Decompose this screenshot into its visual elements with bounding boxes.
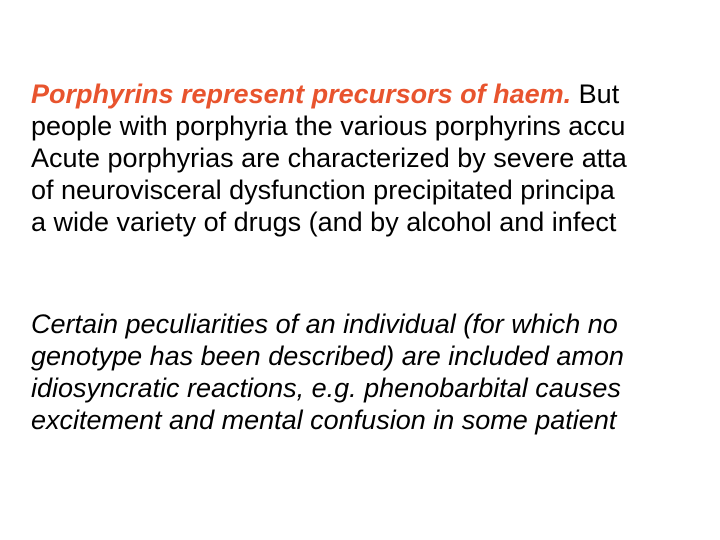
text-fragment: But	[571, 79, 620, 109]
text-line: Acute porphyrias are characterized by severe atta	[31, 143, 627, 173]
text-line: of neurovisceral dysfunction precipitated principa	[31, 175, 615, 205]
porphyria-paragraph	[31, 78, 627, 238]
text-line: Certain peculiarities of an individual (for which no	[31, 309, 618, 339]
text-line: people with porphyria the various porphyrins accu	[31, 111, 626, 141]
idiosyncrasy-paragraph	[31, 308, 624, 436]
text-line: genotype has been described) are included amon	[31, 341, 624, 371]
text-line: a wide variety of drugs (and by alcohol and infect	[31, 207, 617, 237]
text-line: excitement and mental confusion in some patient	[31, 405, 617, 435]
text-line	[31, 78, 627, 110]
highlighted-phrase: Porphyrins represent precursors of haem.	[31, 79, 572, 109]
text-line: idiosyncratic reactions, e.g. phenobarbital causes	[31, 373, 621, 403]
